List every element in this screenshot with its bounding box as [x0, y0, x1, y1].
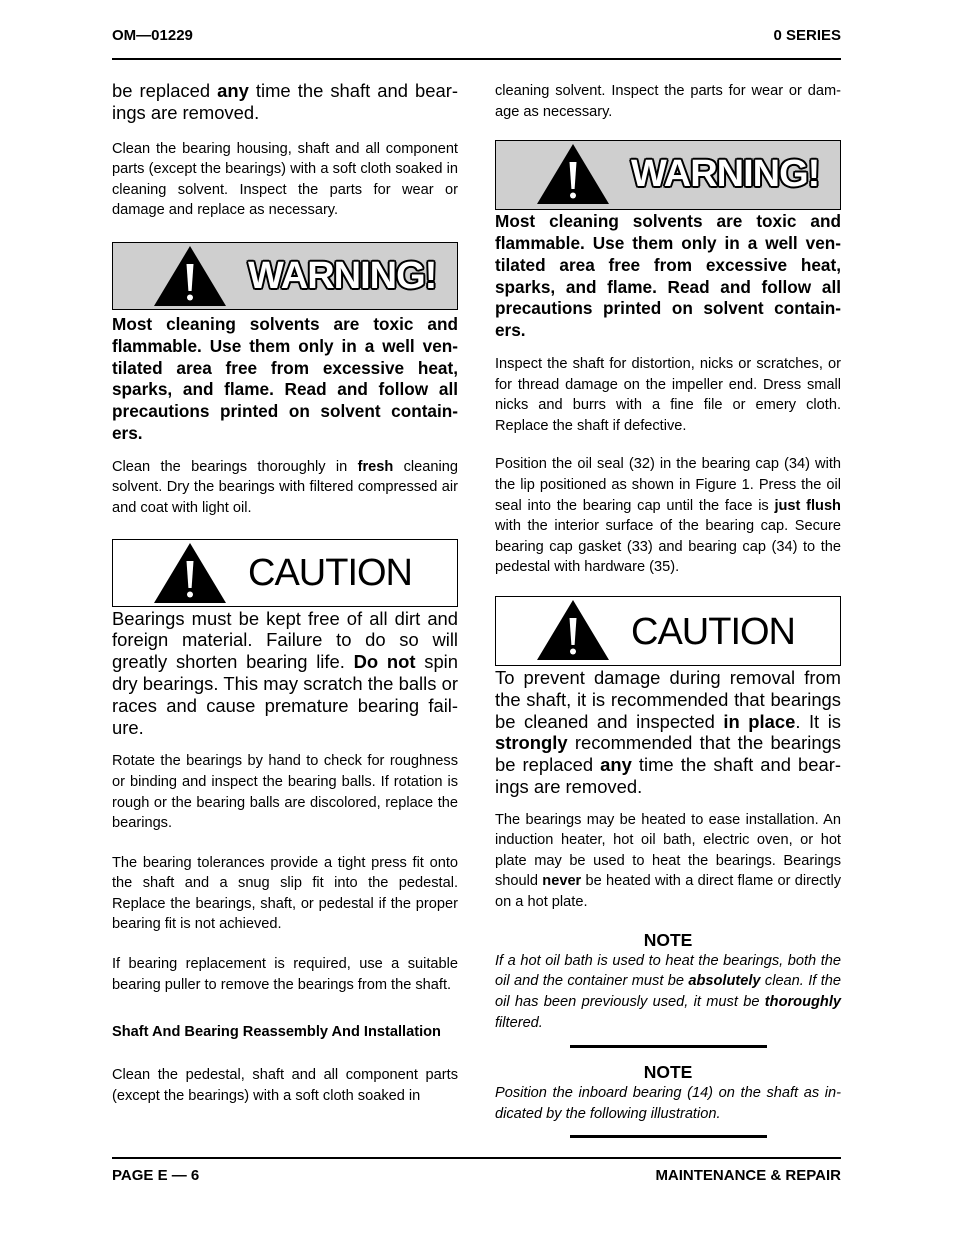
note-divider	[570, 1045, 767, 1048]
paragraph: The bearings may be heated to ease installation. An induction heater, hot oil bath, electric oven, or hot plate may be used to heat the bearings. Bearings should never be heated with a direct flame or directly on a hot plate.	[495, 811, 842, 911]
section-heading: Shaft And Bearing Reassembly And Installation	[112, 1024, 441, 1041]
note-title: NOTE	[643, 929, 693, 950]
warning-text: Most cleaning solvents are toxic and flammable. Use them only in a well ventilated area free from excessive heat, sparks, and flame. Read and follow all precautions printed on solvent containers.	[112, 313, 458, 443]
note-title: NOTE	[643, 1061, 693, 1082]
warning-triangle-icon	[536, 143, 610, 205]
paragraph: Clean the bearings thoroughly in fresh cleaning solvent. Dry the bearings with filtered compressed air and coat with light oil.	[112, 458, 458, 516]
header-rule	[112, 58, 841, 60]
page-header	[112, 27, 841, 44]
warning-text: Most cleaning solvents are toxic and flammable. Use them only in a well ventilated area free from excessive heat, sparks, and flame. Read and follow all precautions printed on solvent containers.	[495, 211, 841, 341]
warning-triangle-icon	[153, 245, 227, 307]
warning-label: WARNING!	[631, 153, 820, 196]
paragraph: Position the oil seal (32) in the bearing cap (34) with the lip positioned as shown in Figure 1. Press the oil seal into the bearing cap until the face is just flush with the interior surface of the bearing cap. Secure bearing cap gasket (33) and bearing cap (34) to the pedestal with hardware (35).	[495, 456, 841, 576]
caution-box	[495, 596, 841, 666]
warning-box	[495, 140, 841, 210]
right-column	[495, 81, 841, 1138]
document-number: OM—01229	[112, 27, 193, 44]
caution-label: CAUTION	[631, 610, 795, 653]
paragraph: The bearing tolerances provide a tight press fit onto the shaft and a snug slip fit into the pedestal. Replace the bearings, shaft, or pedestal if the proper bearing fit is not achieved.	[112, 854, 458, 933]
warning-label: WARNING!	[248, 254, 437, 297]
caution-text: Bearings must be kept free of all dirt and foreign material. Failure to do so will greatly shorten bearing life. Do not spin dry bearings. This may scratch the balls or races and cause premature bearing failure.	[112, 607, 458, 738]
caution-text: To prevent damage during removal from the shaft, it is recommended that bearings be cleaned and inspected in place. It is strongly recommended that the bearings be replaced any time the shaft and bearings are removed.	[495, 666, 841, 797]
paragraph: If bearing replacement is required, use a suitable bearing puller to remove the bearings from the shaft.	[112, 956, 458, 993]
paragraph: Clean the bearing housing, shaft and all component parts (except the bearings) with a soft cloth soaked in cleaning solvent. Inspect the parts for wear or damage and replace as necessary.	[112, 140, 458, 219]
warning-box	[112, 242, 458, 310]
page-footer	[112, 1167, 841, 1184]
series-label: 0 SERIES	[773, 27, 841, 44]
section-label: MAINTENANCE & REPAIR	[655, 1167, 841, 1184]
paragraph: cleaning solvent. Inspect the parts for wear or damage as necessary.	[495, 83, 841, 120]
note-text: If a hot oil bath is used to heat the bearings, both the oil and the container must be absolutely clean. If the oil has been previously used, it must be thoroughly filtered.	[495, 952, 841, 1032]
footer-rule	[112, 1157, 841, 1159]
paragraph: Inspect the shaft for distortion, nicks or scratches, or for thread damage on the impeller end. Dress small nicks and burrs with a fine file or emery cloth. Replace the shaft if defective.	[495, 355, 841, 434]
caution-triangle-icon	[536, 599, 610, 661]
paragraph: Clean the pedestal, shaft and all component parts (except the bearings) with a soft cloth soaked in	[112, 1067, 458, 1104]
paragraph: be replaced any time the shaft and bearings are removed.	[112, 80, 458, 123]
caution-triangle-icon	[153, 542, 227, 604]
caution-box	[112, 539, 458, 607]
page-number: PAGE E — 6	[112, 1167, 200, 1184]
paragraph: Rotate the bearings by hand to check for roughness or binding and inspect the bearing balls. If rotation is rough or the bearing balls are discolored, replace the bearings.	[112, 753, 458, 832]
caution-label: CAUTION	[248, 551, 412, 594]
left-column	[112, 80, 458, 1106]
note-text: Position the inboard bearing (14) on the shaft as indicated by the following illustration.	[495, 1084, 841, 1122]
note-divider	[570, 1135, 767, 1138]
